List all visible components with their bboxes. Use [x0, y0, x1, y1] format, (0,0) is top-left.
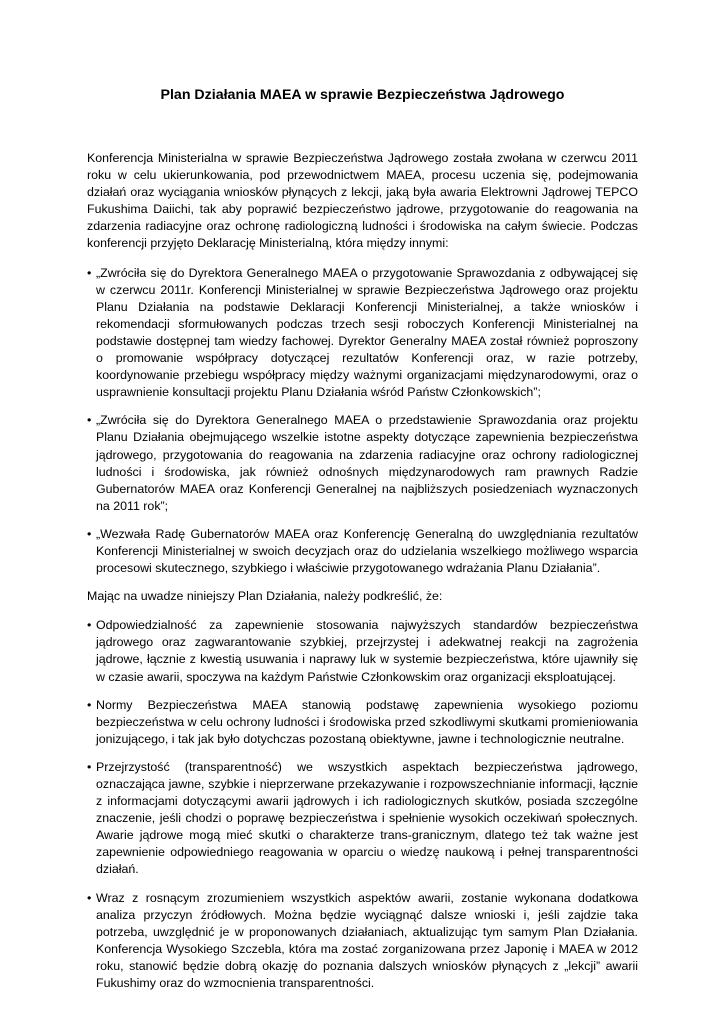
bullet-icon: •: [87, 526, 92, 541]
mid-paragraph: Mając na uwadze niniejszy Plan Działania, należy podkreślić, że:: [87, 589, 443, 604]
list-item: [87, 617, 638, 685]
bullet-icon: •: [87, 697, 92, 712]
list-item-text: Przejrzystość (transparentność) we wszystkich aspektach bezpieczeństwa jądrowego, oznaczająca jawne, szybkie i nieprzerwane przekazywanie i rozpowszechnianie informacji, łącznie z informacjami dotyczącymi awarii jądrowych i ich radiologicznych skutków, posiada szczególne znaczenie, jeśli chodzi o poprawę bezpieczeństwa i spełnienie wysokich oczekiwań społecznych. Awarie jądrowe mogą mieć skutki o charakterze trans-granicznym, dlatego też tak ważne jest zapewnienie odpowiedniego reagowania w oparciu o wiedzę naukową i pełnej transparentności działań.: [96, 759, 638, 877]
list-item-text: „Zwróciła się do Dyrektora Generalnego MAEA o przedstawienie Sprawozdania oraz projektu Planu Działania obejmującego wszelkie istotne aspekty dotyczące zapewnienia bezpieczeństwa jądrowego, przygotowania do reagowania na zdarzenia radiacyjne oraz ochrony radiologicznej ludności i środowiska, jak również odnośnych międzynarodowych ram prawnych Radzie Gubernatorów MAEA oraz Konferencji Generalnej na najbliższych posiedzeniach wyznaczonych na 2011 rok”;: [96, 413, 638, 513]
declaration-list: [87, 265, 638, 578]
list-item-text: Wraz z rosnącym zrozumieniem wszystkich aspektów awarii, zostanie wykonana dodatkowa analiza przyczyn źródłowych. Można będzie wyciągnąć dalsze wnioski i, jeśli zajdzie taka potrzeba, uwzględnić je w proponowanych działaniach, aktualizując tym samym Plan Działania. Konferencja Wysokiego Szczebla, która ma zostać zorganizowana przez Japonię i MAEA w 2012 roku, stanowić będzie dobrą okazję do poznania dalszych wniosków płynących z „lekcji” awarii Fukushimy oraz do wzmocnienia transparentności.: [96, 890, 638, 991]
list-item: [87, 890, 638, 993]
document-title: Plan Działania MAEA w sprawie Bezpieczeństwa Jądrowego: [160, 87, 565, 103]
emphasis-list: [87, 617, 638, 992]
list-item-text: „Zwróciła się do Dyrektora Generalnego MAEA o przygotowanie Sprawozdania z odbywającej się w czerwcu 2011r. Konferencji Ministerialnej w sprawie Bezpieczeństwa Jądrowego oraz projektu Planu Działania na podstawie Deklaracji Konferencji Ministerialnej, a także wniosków i rekomendacji sformułowanych podczas trzech sesji roboczych Konferencji Ministerialnej na podstawie dostępnej tam wiedzy fachowej. Dyrektor Generalny MAEA został również poproszony o promowanie współpracy dotyczącej rezultatów Konferencji oraz, w razie potrzeby, koordynowanie przebiegu współpracy między ważnymi organizacjami międzynarodowymi, oraz o usprawnienie konsultacji projektu Planu Działania wśród Państw Członkowskich”;: [96, 265, 638, 400]
bullet-icon: •: [87, 618, 92, 633]
list-item: [87, 265, 638, 402]
bullet-icon: •: [87, 413, 92, 428]
bullet-icon: •: [87, 759, 92, 774]
intro-paragraph: Konferencja Ministerialna w sprawie Bezpieczeństwa Jądrowego została zwołana w czerwcu 2011 roku w celu ukierunkowania, pod przewodnictwem MAEA, procesu uczenia się, podejmowania działań oraz wyciągania wniosków płynących z lekcji, jaką była awaria Elektrowni Jądrowej TEPCO Fukushima Daiichi, tak aby poprawić bezpieczeństwo jądrowe, przygotowanie do reagowania na zdarzenia radiacyjne oraz ochronę radiologiczną ludności i środowiska na całym świecie. Podczas konferencji przyjęto Deklarację Ministerialną, która między innymi:: [87, 151, 638, 251]
list-item: [87, 526, 638, 577]
bullet-icon: •: [87, 890, 92, 905]
list-item-text: Normy Bezpieczeństwa MAEA stanowią podstawę zapewnienia wysokiego poziomu bezpieczeństwa w celu ochrony ludności i środowiska przed szkodliwymi skutkami promieniowania jonizującego, i tak jak było dotychczas pozostaną obiektywne, jawne i technologicznie neutralne.: [96, 697, 638, 746]
list-item: [87, 759, 638, 879]
list-item: [87, 697, 638, 748]
list-item: [87, 412, 638, 515]
list-item-text: Odpowiedzialność za zapewnienie stosowania najwyższych standardów bezpieczeństwa jądrowego oraz zagwarantowanie szybkiej, przejrzystej i adekwatnej reakcji na zagrożenia jądrowe, łącznie z kwestią usuwania i naprawy luk w systemie bezpieczeństwa, które ujawniły się w czasie awarii, spoczywa na każdym Państwie Członkowskim oraz organizacji eksploatującej.: [96, 618, 638, 684]
bullet-icon: •: [87, 265, 92, 280]
list-item-text: „Wezwała Radę Gubernatorów MAEA oraz Konferencję Generalną do uwzględniania rezultatów Konferencji Ministerialnej w swoich decyzjach oraz do udzielania wszelkiego możliwego wsparcia procesowi skutecznego, szybkiego i właściwie przygotowanego wdrażania Planu Działania”.: [96, 526, 638, 576]
